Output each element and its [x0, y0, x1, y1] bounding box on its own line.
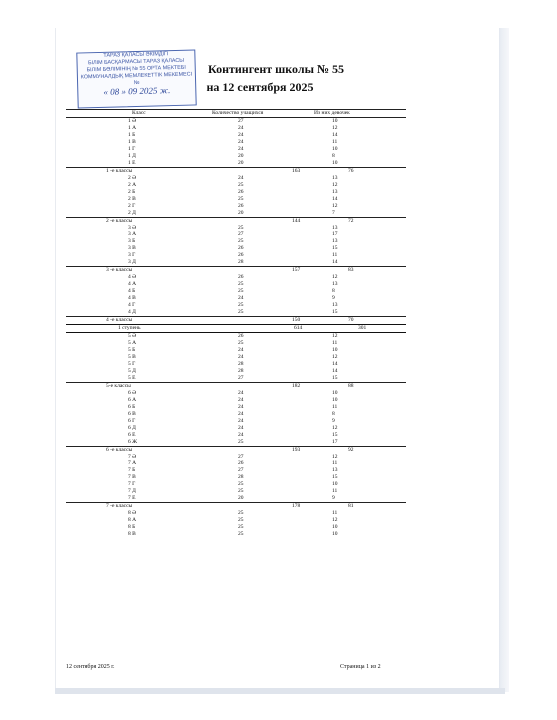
class-cell: 6 В [128, 410, 136, 417]
class-cell: 7 А [128, 460, 137, 467]
stamp-date: « 08 » 09 2025 ж. [103, 85, 171, 97]
table-row [66, 281, 406, 288]
class-cell: 7 Ә [128, 453, 137, 460]
table-row [66, 245, 406, 252]
girls-cell: 13 [332, 302, 338, 309]
class-cell: 5 Г [128, 360, 136, 367]
students-cell: 24 [238, 346, 244, 353]
girls-cell: 17 [332, 231, 338, 238]
table-row [66, 467, 406, 474]
class-cell: 5 Е [128, 374, 136, 381]
girls-cell: 12 [332, 424, 338, 431]
students-cell: 25 [238, 309, 244, 316]
students-cell: 26 [238, 274, 244, 281]
table-body [66, 118, 406, 538]
class-cell: 2 Г [128, 202, 136, 209]
students-cell: 25 [238, 238, 244, 245]
class-cell: 2 А [128, 181, 137, 188]
girls-cell: 10 [332, 346, 338, 353]
table-row [66, 210, 406, 217]
students-cell: 24 [238, 131, 244, 138]
girls-cell: 11 [332, 510, 338, 517]
table-row [66, 153, 406, 160]
class-cell: 7 Д [128, 488, 136, 495]
girls-cell: 10 [332, 389, 338, 396]
table-row [66, 160, 406, 167]
girls-cell: 8 [332, 288, 335, 295]
girls-cell: 14 [332, 195, 338, 202]
students-cell: 28 [238, 360, 244, 367]
table-row [66, 474, 406, 481]
table-row [66, 418, 406, 425]
students-cell: 182 [292, 382, 301, 389]
document-title: Контингент школы № 55 [207, 62, 345, 76]
table-row [66, 390, 406, 397]
table-row [66, 432, 406, 439]
girls-cell: 10 [332, 145, 338, 152]
girls-cell: 13 [332, 238, 338, 245]
girls-cell: 13 [332, 174, 338, 181]
girls-cell: 17 [332, 438, 338, 445]
students-cell: 157 [292, 267, 301, 274]
girls-cell: 10 [332, 524, 338, 531]
girls-cell: 11 [332, 252, 338, 259]
table-row [66, 375, 406, 382]
class-cell: 7 Г [128, 481, 136, 488]
document-subtitle: на 12 сентября 2025 [206, 80, 314, 94]
girls-cell: 9 [332, 295, 335, 302]
table-row [66, 259, 406, 266]
class-cell: 7 Е [128, 495, 136, 502]
girls-cell: 8 [332, 152, 335, 159]
class-cell: 4 -е классы [106, 317, 133, 324]
class-cell: 3 В [128, 245, 136, 252]
subtotal-row [66, 382, 406, 390]
students-cell: 20 [238, 495, 244, 502]
students-cell: 144 [292, 217, 301, 224]
class-cell: 1 Г [128, 145, 136, 152]
girls-cell: 9 [332, 417, 335, 424]
girls-cell: 10 [332, 159, 338, 166]
stamp-line: № [133, 79, 140, 87]
students-cell: 27 [238, 231, 244, 238]
stage-total-row [66, 324, 406, 333]
students-cell: 26 [238, 252, 244, 259]
students-cell: 24 [238, 145, 244, 152]
girls-cell: 13 [332, 224, 338, 231]
table-row [66, 295, 406, 302]
table-row [66, 125, 406, 132]
students-cell: 20 [238, 152, 244, 159]
students-cell: 25 [238, 281, 244, 288]
table-row [66, 189, 406, 196]
class-cell: 8 Ә [128, 510, 137, 517]
girls-cell: 11 [332, 488, 338, 495]
table-row [66, 368, 406, 375]
table-row [66, 333, 406, 340]
class-cell: 4 Ә [128, 274, 137, 281]
table-row [66, 274, 406, 281]
table-row [66, 175, 406, 182]
students-cell: 28 [238, 367, 244, 374]
girls-cell: 301 [358, 325, 367, 332]
students-cell: 20 [238, 209, 244, 216]
class-cell: 6 Б [128, 403, 136, 410]
subtotal-row [66, 266, 406, 274]
students-cell: 25 [238, 488, 244, 495]
students-cell: 25 [238, 302, 244, 309]
column-header-girls: Из них девочек [314, 110, 350, 116]
table-row [66, 118, 406, 125]
girls-cell: 12 [332, 517, 338, 524]
students-cell: 25 [238, 288, 244, 295]
girls-cell: 10 [332, 531, 338, 538]
class-cell: 8 В [128, 531, 136, 538]
official-stamp [76, 49, 196, 108]
girls-cell: 12 [332, 181, 338, 188]
students-cell: 24 [238, 353, 244, 360]
girls-cell: 15 [332, 474, 338, 481]
girls-cell: 88 [348, 382, 354, 389]
students-cell: 24 [238, 124, 244, 131]
students-cell: 24 [238, 410, 244, 417]
table-row [66, 361, 406, 368]
table-row [66, 252, 406, 259]
girls-cell: 12 [332, 333, 338, 340]
footer-date: 12 сентября 2025 г. [66, 664, 115, 670]
students-cell: 178 [292, 503, 301, 510]
class-cell: 5 А [128, 340, 137, 346]
table-row [66, 238, 406, 245]
girls-cell: 8 [332, 410, 335, 417]
students-cell: 24 [238, 431, 244, 438]
students-cell: 28 [238, 474, 244, 481]
students-cell: 24 [238, 403, 244, 410]
class-cell: 7 Б [128, 467, 136, 474]
girls-cell: 10 [332, 396, 338, 403]
table-row [66, 524, 406, 531]
table-row [66, 439, 406, 446]
class-cell: 4 В [128, 295, 136, 302]
class-cell: 1 А [128, 124, 137, 131]
table-row [66, 225, 406, 232]
students-cell: 26 [238, 188, 244, 195]
class-cell: 6 Г [128, 417, 136, 424]
girls-cell: 92 [348, 446, 354, 453]
table-header-row [66, 109, 406, 118]
table-row [66, 309, 406, 316]
table-row [66, 354, 406, 361]
students-cell: 150 [292, 317, 301, 324]
class-cell: 3 Д [128, 259, 136, 266]
stamp-line: БІЛІМ БАСҚАРМАСЫ ТАРАЗ ҚАЛАСЫ [87, 57, 185, 67]
table-row [66, 182, 406, 189]
table-row [66, 488, 406, 495]
subtotal-row [66, 167, 406, 175]
class-cell: 1 Е [128, 159, 136, 166]
girls-cell: 9 [332, 495, 335, 502]
table-row [66, 425, 406, 432]
students-cell: 26 [238, 460, 244, 467]
class-cell: 2 В [128, 195, 136, 202]
girls-cell: 7 [332, 209, 335, 216]
students-cell: 24 [238, 138, 244, 145]
students-cell: 26 [238, 202, 244, 209]
students-cell: 25 [238, 438, 244, 445]
table-row [66, 460, 406, 467]
column-header-class: Класс [132, 110, 146, 116]
class-cell: 6 Е [128, 431, 136, 438]
subtotal-row [66, 316, 406, 324]
class-cell: 8 Б [128, 524, 136, 531]
students-cell: 27 [238, 467, 244, 474]
class-cell: 2 Д [128, 209, 136, 216]
class-cell: 1 ступень [118, 325, 141, 332]
class-cell: 2 Ә [128, 174, 137, 181]
scan-bottom-edge [55, 688, 505, 694]
girls-cell: 11 [332, 340, 338, 346]
students-cell: 25 [238, 340, 244, 346]
table-row [66, 347, 406, 354]
table-row [66, 404, 406, 411]
students-cell: 27 [238, 453, 244, 460]
students-cell: 163 [292, 167, 301, 174]
girls-cell: 15 [332, 374, 338, 381]
girls-cell: 14 [332, 131, 338, 138]
table-row [66, 231, 406, 238]
girls-cell: 11 [332, 138, 338, 145]
girls-cell: 15 [332, 431, 338, 438]
students-cell: 24 [238, 424, 244, 431]
table-row [66, 454, 406, 461]
table-row [66, 340, 406, 347]
class-cell: 6 Д [128, 424, 136, 431]
table-row [66, 531, 406, 538]
table-row [66, 397, 406, 404]
girls-cell: 14 [332, 259, 338, 266]
students-cell: 25 [238, 224, 244, 231]
class-cell: 6 Ә [128, 389, 137, 396]
students-cell: 24 [238, 295, 244, 302]
stamp-line: БІЛІМ БӨЛІМІНІҢ № 55 ОРТА МЕКТЕБІ [86, 64, 186, 74]
table-row [66, 495, 406, 502]
students-cell: 24 [238, 389, 244, 396]
table-row [66, 510, 406, 517]
students-cell: 25 [238, 181, 244, 188]
girls-cell: 72 [348, 217, 354, 224]
students-cell: 614 [294, 325, 303, 332]
stamp-line: ТАРАЗ ҚАЛАСЫ ӘКІМДІГІ [103, 51, 169, 59]
students-cell: 27 [238, 374, 244, 381]
girls-cell: 11 [332, 403, 338, 410]
class-cell: 1 Д [128, 152, 136, 159]
girls-cell: 13 [332, 188, 338, 195]
class-cell: 2 -е классы [106, 217, 133, 224]
class-cell: 6 А [128, 396, 137, 403]
table-row [66, 411, 406, 418]
class-cell: 3 А [128, 231, 137, 238]
girls-cell: 83 [348, 267, 354, 274]
class-cell: 4 Д [128, 309, 136, 316]
students-cell: 24 [238, 174, 244, 181]
class-cell: 7 -е классы [106, 503, 133, 510]
students-cell: 27 [238, 117, 244, 124]
class-cell: 8 А [128, 517, 137, 524]
girls-cell: 10 [332, 481, 338, 488]
class-cell: 2 Б [128, 188, 136, 195]
students-cell: 26 [238, 333, 244, 340]
girls-cell: 15 [332, 245, 338, 252]
class-cell: 6 Ж [128, 438, 138, 445]
girls-cell: 12 [332, 353, 338, 360]
table-row [66, 132, 406, 139]
class-cell: 3 Г [128, 252, 136, 259]
girls-cell: 11 [332, 460, 338, 467]
students-cell: 28 [238, 259, 244, 266]
students-cell: 25 [238, 524, 244, 531]
table-row [66, 481, 406, 488]
students-cell: 25 [238, 481, 244, 488]
table-row [66, 517, 406, 524]
table-row [66, 288, 406, 295]
subtotal-row [66, 217, 406, 225]
class-cell: 3 -е классы [106, 267, 133, 274]
girls-cell: 12 [332, 274, 338, 281]
girls-cell: 15 [332, 309, 338, 316]
class-cell: 5 В [128, 353, 136, 360]
girls-cell: 12 [332, 124, 338, 131]
subtotal-row [66, 446, 406, 454]
girls-cell: 12 [332, 453, 338, 460]
girls-cell: 12 [332, 202, 338, 209]
students-cell: 20 [238, 159, 244, 166]
students-cell: 26 [238, 245, 244, 252]
girls-cell: 76 [348, 167, 354, 174]
girls-cell: 14 [332, 360, 338, 367]
students-cell: 24 [238, 417, 244, 424]
class-cell: 7 В [128, 474, 136, 481]
students-cell: 25 [238, 531, 244, 538]
contingent-table [66, 109, 406, 538]
students-cell: 25 [238, 195, 244, 202]
girls-cell: 81 [348, 503, 354, 510]
girls-cell: 14 [332, 367, 338, 374]
table-row [66, 139, 406, 146]
girls-cell: 70 [348, 317, 354, 324]
class-cell: 4 А [128, 281, 137, 288]
class-cell: 1 -е классы [106, 167, 133, 174]
table-row [66, 146, 406, 153]
class-cell: 4 Б [128, 288, 136, 295]
table-row [66, 302, 406, 309]
class-cell: 1 Ә [128, 117, 137, 124]
class-cell: 4 Г [128, 302, 136, 309]
girls-cell: 10 [332, 117, 338, 124]
students-cell: 25 [238, 510, 244, 517]
class-cell: 5 Ә [128, 333, 137, 340]
table-row [66, 196, 406, 203]
subtotal-row [66, 502, 406, 510]
column-header-students: Количество учащихся [212, 110, 264, 116]
class-cell: 5 Д [128, 367, 136, 374]
class-cell: 5 Б [128, 346, 136, 353]
class-cell: 5-е классы [106, 382, 131, 389]
students-cell: 24 [238, 396, 244, 403]
girls-cell: 13 [332, 467, 338, 474]
class-cell: 6 -е классы [106, 446, 133, 453]
class-cell: 1 Б [128, 131, 136, 138]
class-cell: 3 Ә [128, 224, 137, 231]
class-cell: 3 Б [128, 238, 136, 245]
stamp-line: КОММУНАЛДЫҚ МЕМЛЕКЕТТІК МЕКЕМЕСІ [80, 71, 193, 81]
students-cell: 25 [238, 517, 244, 524]
class-cell: 1 В [128, 138, 136, 145]
students-cell: 193 [292, 446, 301, 453]
table-row [66, 203, 406, 210]
footer-page-number: Страница 1 из 2 [340, 664, 381, 670]
girls-cell: 13 [332, 281, 338, 288]
